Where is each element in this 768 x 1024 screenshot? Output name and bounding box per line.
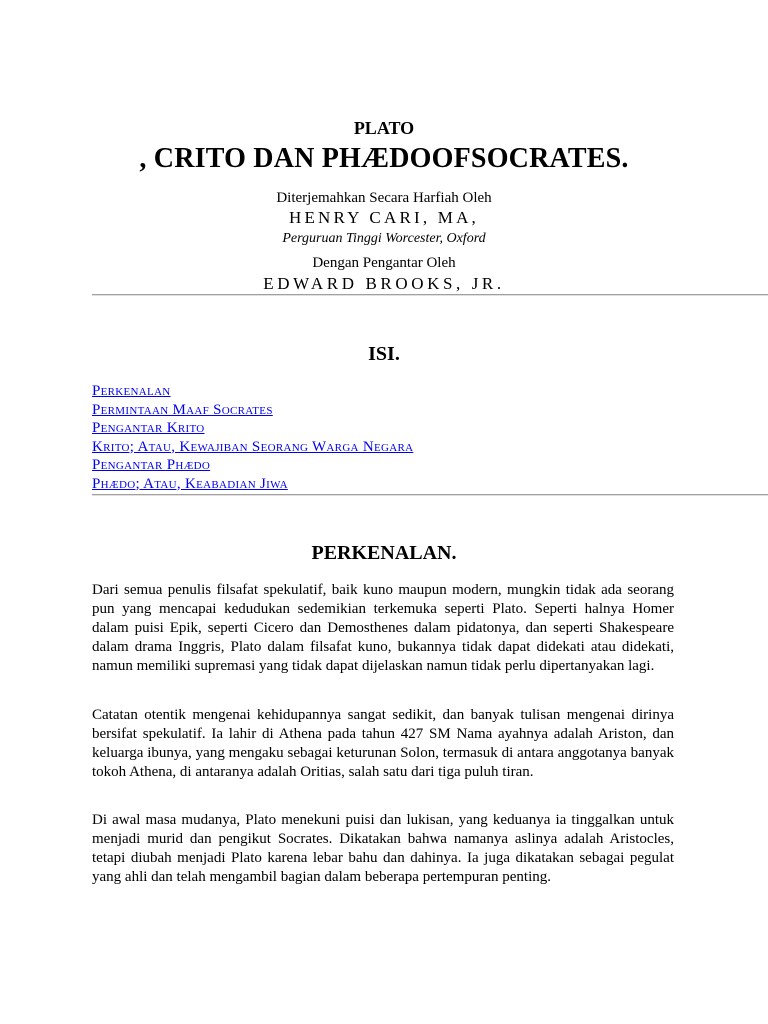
toc-link-apology[interactable]: Permintaan Maaf Socrates — [92, 401, 273, 418]
toc-link-phaedo-intro[interactable]: Pengantar Phædo — [92, 457, 211, 473]
toc-link-crito-intro[interactable]: Pengantar Krito — [92, 420, 205, 436]
toc-item — [92, 456, 413, 475]
book-title: , CRITO DAN PHÆDOOFSOCRATES. — [139, 143, 629, 174]
toc-item — [92, 438, 413, 457]
book-author: PLATO — [353, 118, 415, 138]
toc-item — [92, 475, 413, 494]
translator-affiliation: Perguruan Tinggi Worcester, Oxford — [282, 231, 486, 246]
toc-link-phaedo[interactable]: Phædo; Atau, Keabadian Jiwa — [92, 475, 288, 492]
introduction-by-label: Dengan Pengantar Oleh — [312, 255, 456, 271]
toc-item — [92, 382, 413, 401]
body-paragraph: Di awal masa mudanya, Plato menekuni puisi dan lukisan, yang keduanya ia tinggalkan untuk menjadi murid dan pengikut Socrates. Dikatakan bahwa namanya aslinya adalah Aristocles, tetapi diubah menjadi Plato karena lebar bahu dan dahinya. Ia juga dikatakan sebagai pegulat yang ahli dan telah mengambil bagian dalam beberapa pertempuran penting. — [92, 812, 674, 885]
translator-name: HENRY CARI, MA, — [289, 208, 479, 227]
introducer-name: EDWARD BROOKS, JR. — [263, 274, 505, 293]
translated-by-label: Diterjemahkan Secara Harfiah Oleh — [276, 190, 492, 206]
toc-item — [92, 419, 413, 438]
section-heading: PERKENALAN. — [311, 542, 457, 564]
table-of-contents — [92, 382, 413, 493]
toc-item — [92, 401, 413, 420]
divider — [92, 294, 768, 296]
divider — [92, 494, 768, 496]
body-paragraph: Dari semua penulis filsafat spekulatif, baik kuno maupun modern, mungkin tidak ada seorang pun yang mencapai kedudukan sedemikian terkemuka seperti Plato. Seperti halnya Homer dalam puisi Epik, seperti Cicero dan Demosthenes dalam pidatonya, dan seperti Shakespeare dalam drama Inggris, Plato dalam filsafat kuno, bukannya tidak dapat didekati atau didekati, namun memiliki supremasi yang tidak dapat dijelaskan namun tidak perlu dipertanyakan lagi. — [92, 582, 674, 674]
toc-link-crito[interactable]: Krito; Atau, Kewajiban Seorang Warga Negara — [92, 438, 414, 455]
toc-link-perkenalan[interactable]: Perkenalan — [92, 383, 171, 399]
toc-heading: ISI. — [368, 343, 400, 365]
body-paragraph: Catatan otentik mengenai kehidupannya sangat sedikit, dan banyak tulisan mengenai dirinya bersifat spekulatif. Ia lahir di Athena pada tahun 427 SM Nama ayahnya adalah Ariston, dan keluarga ibunya, yang mengaku sebagai keturunan Solon, termasuk di antara anggotanya banyak tokoh Athena, di antaranya adalah Oritias, salah satu dari tiga puluh tiran. — [92, 707, 674, 780]
